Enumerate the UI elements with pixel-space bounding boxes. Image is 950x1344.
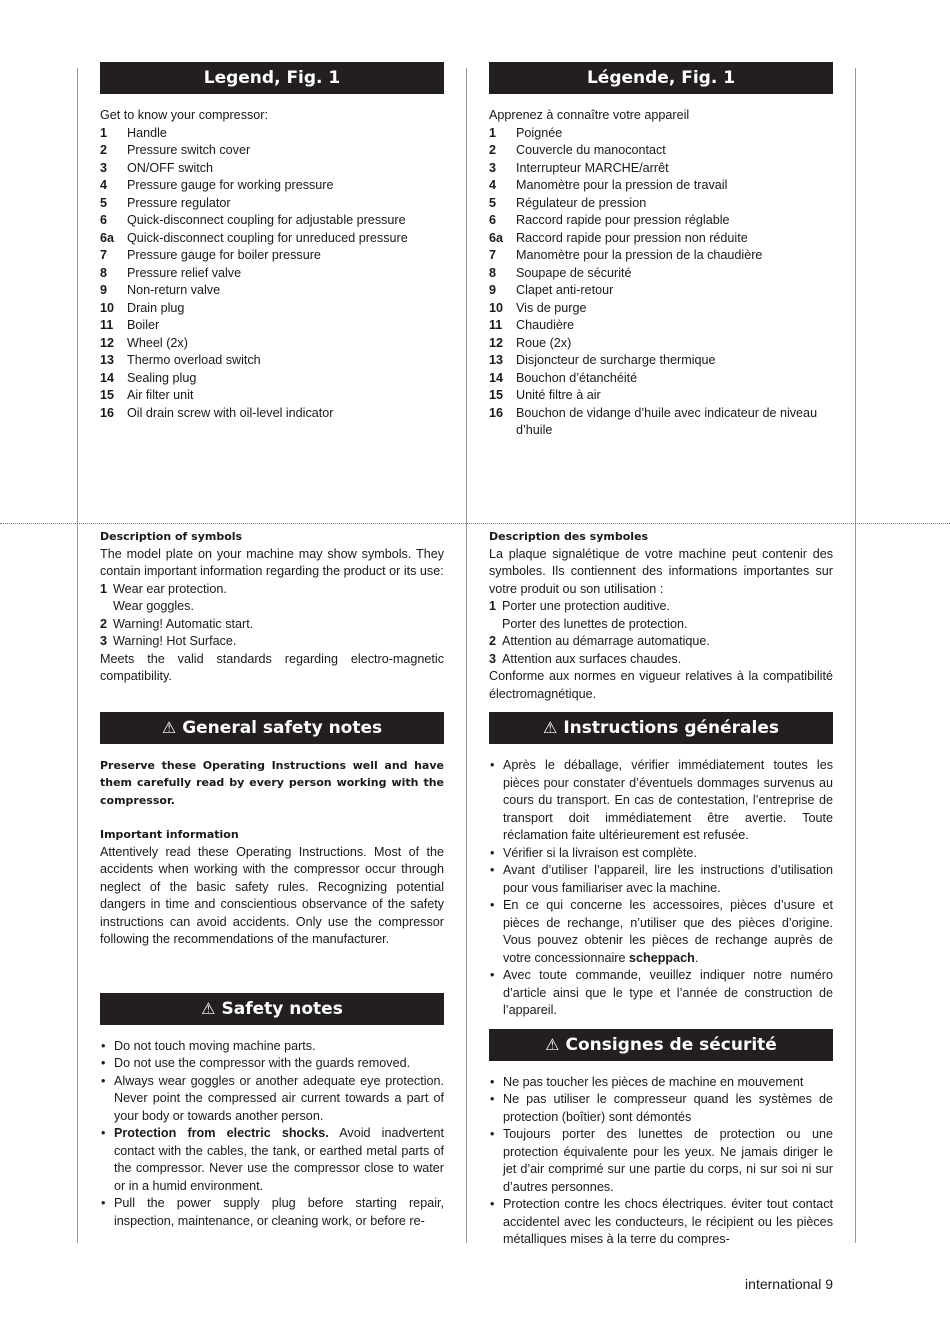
symbols-footer-fr: Conforme aux normes en vigueur relatives à la compatibilité électromagnétique. [489, 669, 833, 701]
general-instructions-heading-fr: ⚠ Instructions générales [489, 712, 833, 744]
legend-item-label: Air filter unit [127, 388, 194, 402]
legend-list-en [100, 125, 444, 423]
page-number: international 9 [745, 1276, 833, 1292]
legend-item-label: Manomètre pour la pression de la chaudière [516, 248, 763, 262]
legend-item [489, 247, 833, 265]
legend-item [100, 335, 444, 353]
symbols-heading-fr: Description des symboles [489, 530, 649, 543]
list-item: • Après le déballage, vérifier immédiatement toutes les pièces pour constater d’éventuels dommages survenus au cours du transport. En cas de contestation, l’entreprise de transport doit immédiatement être avertie. Toute réclamation faite ultérieurement est refusée. [489, 757, 833, 845]
section-divider [0, 523, 950, 524]
list-item: • Do not use the compressor with the guards removed. [100, 1055, 444, 1073]
legend-item-number: 4 [100, 178, 108, 192]
safety-heading-fr: ⚠ Consignes de sécurité [489, 1029, 833, 1061]
legend-item-label: Sealing plug [127, 370, 197, 385]
legend-item [100, 265, 444, 283]
legend-item-number: 10 [100, 300, 115, 315]
legend-item [489, 335, 833, 353]
legend-item-label: Poignée [516, 125, 563, 140]
legend-item-number: 12 [100, 335, 115, 350]
legend-item [100, 212, 444, 230]
safety-notes-heading-en: ⚠ Safety notes [100, 993, 444, 1025]
list-item: • Avec toute commande, veuillez indiquer notre numéro d’article ainsi que le type et l’année de construction de l’appareil. [489, 967, 833, 1020]
legend-item-number: 2 [100, 143, 108, 157]
general-safety-heading-en: ⚠ General safety notes [100, 712, 444, 744]
legend-item-number: 1 [489, 125, 497, 140]
legend-item-label: Pressure gauge for boiler pressure [127, 248, 321, 262]
legend-item [100, 160, 444, 178]
legend-section-en [100, 62, 444, 422]
legend-item-number: 9 [489, 283, 497, 297]
legend-item [489, 195, 833, 213]
legend-item [489, 265, 833, 283]
legend-item-label: Pressure switch cover [127, 143, 251, 157]
legend-item-label: Disjoncteur de surcharge thermique [516, 353, 716, 367]
list-item: • Protection from electric shocks. Avoid inadvertent contact with the cables, the tank, or earthed metal parts of the compressor. Never use the compressor close to water or in a humid environment. [100, 1125, 444, 1195]
legend-item-number: 7 [489, 248, 497, 262]
legend-item-number: 12 [489, 335, 504, 350]
legend-item-label: Soupape de sécurité [516, 265, 632, 280]
warning-triangle-icon: ⚠ [542, 718, 558, 737]
legend-item-number: 14 [100, 370, 115, 385]
list-item: 2 Attention au démarrage automatique. [489, 634, 710, 648]
legend-list-fr [489, 125, 833, 440]
symbols-list-fr [489, 598, 833, 668]
legend-item-number: 6a [489, 230, 504, 245]
legend-item-number: 10 [489, 300, 504, 315]
important-text-en: Attentively read these Operating Instructions. Most of the accidents when working with the compressor occur through neglect of the basic safety rules. Recognizing potential dangers in time and conscientious observance of the safety instructions can avoid accidents. Only use the compressor following the recommendations of the manufacturer. [100, 844, 444, 946]
legend-item-label: Raccord rapide pour pression réglable [516, 213, 730, 227]
legend-item-number: 2 [489, 143, 497, 157]
legend-item-label: Oil drain screw with oil-level indicator [127, 405, 334, 420]
legend-item-number: 6 [100, 213, 108, 227]
legend-item-label: Non-return valve [127, 283, 221, 297]
list-item: 1 Wear ear protection. Wear goggles. [100, 581, 227, 613]
legend-item-number: 16 [489, 405, 504, 420]
list-item: • Always wear goggles or another adequate eye protection. Never point the compressed air current towards a part of your body or towards another person. [100, 1073, 444, 1126]
legend-item [100, 300, 444, 318]
legend-item-number: 16 [100, 405, 115, 420]
legend-item [100, 230, 444, 248]
legend-item-number: 13 [489, 353, 504, 367]
legend-item [100, 195, 444, 213]
warning-triangle-icon: ⚠ [161, 717, 177, 737]
legend-item-label: Quick-disconnect coupling for unreduced pressure [127, 230, 408, 245]
legend-item [489, 317, 833, 335]
list-item: • Vérifier si la livraison est complète. [489, 845, 833, 863]
legend-item-number: 15 [100, 388, 115, 402]
list-item: • En ce qui concerne les accessoires, pièces d’usure et pièces de rechange, n’utiliser que des pièces d’origine. Vous pouvez obtenir les pièces de rechange auprès de votre concessionnaire scheppach. [489, 897, 833, 967]
legend-item [100, 125, 444, 143]
right-margin-rule [855, 68, 856, 1243]
legend-item [489, 405, 833, 440]
symbols-text-fr: La plaque signalétique de votre machine peut contenir des symboles. Ils contiennent des informations importantes sur votre produit ou son utilisation : [489, 546, 833, 596]
safety-list-en [100, 1038, 444, 1231]
legend-item-number: 3 [100, 160, 108, 175]
lower-section-fr [489, 528, 833, 1249]
legend-item-label: Raccord rapide pour pression non réduite [516, 230, 748, 245]
legend-item-label: Clapet anti-retour [516, 283, 614, 297]
legend-item-number: 3 [489, 160, 497, 175]
legend-item-label: Boiler [127, 318, 160, 332]
legend-item-label: Pressure gauge for working pressure [127, 178, 334, 192]
list-item: 3 Attention aux surfaces chaudes. [489, 651, 682, 666]
legend-item [489, 300, 833, 318]
legend-item-number: 6 [489, 213, 497, 227]
list-item: • Protection contre les chocs électriques. éviter tout contact accidentel avec les conducteurs, le récipient ou les pièces métalliques mises à la terre du compres- [489, 1196, 833, 1249]
legend-item-number: 13 [100, 353, 115, 367]
legend-item-label: Pressure relief valve [127, 265, 242, 280]
legend-item-label: Roue (2x) [516, 335, 572, 350]
list-item: 1 Porter une protection auditive. Porter des lunettes de protection. [489, 599, 688, 631]
list-item: • Toujours porter des lunettes de protection ou une protection équivalente pour les yeux. Ne jamais diriger le jet d’air comprimé sur une partie du corps, ni sur soi ni sur d’autres personnes. [489, 1126, 833, 1196]
legend-item [489, 160, 833, 178]
preserve-instructions-note-en: Preserve these Operating Instructions well and have them carefully read by every person working with the compressor. [100, 758, 444, 807]
legend-item [100, 387, 444, 405]
legend-item-label: Quick-disconnect coupling for adjustable pressure [127, 213, 406, 227]
important-heading-en: Important information [100, 828, 239, 841]
legend-item-number: 14 [489, 370, 504, 385]
legend-item-label: Manomètre pour la pression de travail [516, 178, 728, 192]
legend-item [100, 370, 444, 388]
lower-section-en [100, 528, 444, 1230]
legend-item [489, 177, 833, 195]
legend-item-label: Handle [127, 125, 167, 140]
legend-item-label: Bouchon de vidange d’huile avec indicateur de niveau d’huile [516, 405, 818, 437]
legend-item [489, 212, 833, 230]
list-item: • Do not touch moving machine parts. [100, 1038, 444, 1056]
legend-item-number: 9 [100, 283, 108, 297]
legend-item-label: Régulateur de pression [516, 195, 647, 210]
legend-heading-en: Legend, Fig. 1 [100, 62, 444, 94]
legend-item-number: 8 [100, 265, 108, 280]
legend-item [100, 317, 444, 335]
legend-item-label: Interrupteur MARCHE/arrêt [516, 160, 669, 175]
legend-item-number: 4 [489, 178, 497, 192]
legend-item-label: Chaudière [516, 318, 575, 332]
safety-list-fr [489, 1074, 833, 1249]
legend-item-label: Thermo overload switch [127, 353, 261, 367]
legend-item-label: Pressure regulator [127, 195, 231, 210]
legend-item-number: 5 [489, 195, 497, 210]
legend-item-label: Bouchon d’étanchéité [516, 370, 638, 385]
legend-item-number: 5 [100, 195, 108, 210]
legend-item [100, 405, 444, 423]
legend-item [489, 352, 833, 370]
list-item: • Pull the power supply plug before starting repair, inspection, maintenance, or cleaning work, or before re- [100, 1195, 444, 1230]
legend-item [489, 230, 833, 248]
list-item: 2 Warning! Automatic start. [100, 616, 254, 631]
legend-item [100, 177, 444, 195]
legend-item-label: Vis de purge [516, 300, 587, 315]
legend-item [489, 125, 833, 143]
left-margin-rule [77, 68, 78, 1243]
legend-item-number: 1 [100, 125, 108, 140]
symbols-list-en [100, 581, 444, 651]
list-item: • Ne pas toucher les pièces de machine en mouvement [489, 1074, 833, 1092]
center-rule [466, 68, 467, 1243]
legend-item-label: Couvercle du manocontact [516, 143, 666, 157]
legend-item [100, 282, 444, 300]
list-item: • Ne pas utiliser le compresseur quand les systèmes de protection (boîtier) sont démontés [489, 1091, 833, 1126]
brand-name: scheppach [629, 950, 695, 965]
legend-item [100, 142, 444, 160]
legend-item-number: 8 [489, 265, 497, 280]
legend-item [489, 142, 833, 160]
warning-triangle-icon: ⚠ [545, 1034, 560, 1054]
symbols-text-en: The model plate on your machine may show symbols. They contain important information regarding the product or its use: [100, 546, 444, 578]
legend-item-label: Wheel (2x) [127, 335, 188, 350]
symbols-heading-en: Description of symbols [100, 530, 243, 543]
list-item: • Avant d’utiliser l’appareil, lire les instructions d’utilisation pour vous familiariser avec la machine. [489, 862, 833, 897]
legend-item-number: 15 [489, 388, 504, 402]
legend-item-number: 11 [100, 318, 114, 332]
legend-item-number: 11 [489, 318, 503, 332]
legend-item [100, 247, 444, 265]
legend-item-label: Drain plug [127, 300, 185, 315]
legend-item-number: 7 [100, 248, 108, 262]
legend-item [489, 370, 833, 388]
legend-section-fr [489, 62, 833, 440]
legend-item [489, 387, 833, 405]
warning-triangle-icon: ⚠ [201, 998, 216, 1018]
legend-intro-fr: Apprenez à connaître votre appareil [489, 108, 690, 122]
symbols-footer-en: Meets the valid standards regarding electro-magnetic compatibility. [100, 651, 444, 683]
legend-item [100, 352, 444, 370]
list-item: 3 Warning! Hot Surface. [100, 634, 237, 648]
legend-item-label: Unité filtre à air [516, 388, 601, 402]
legend-heading-fr: Légende, Fig. 1 [489, 62, 833, 94]
legend-item [489, 282, 833, 300]
legend-item-number: 6a [100, 230, 115, 245]
legend-intro-en: Get to know your compressor: [100, 108, 268, 122]
legend-item-label: ON/OFF switch [127, 160, 214, 175]
general-list-fr [489, 757, 833, 1020]
